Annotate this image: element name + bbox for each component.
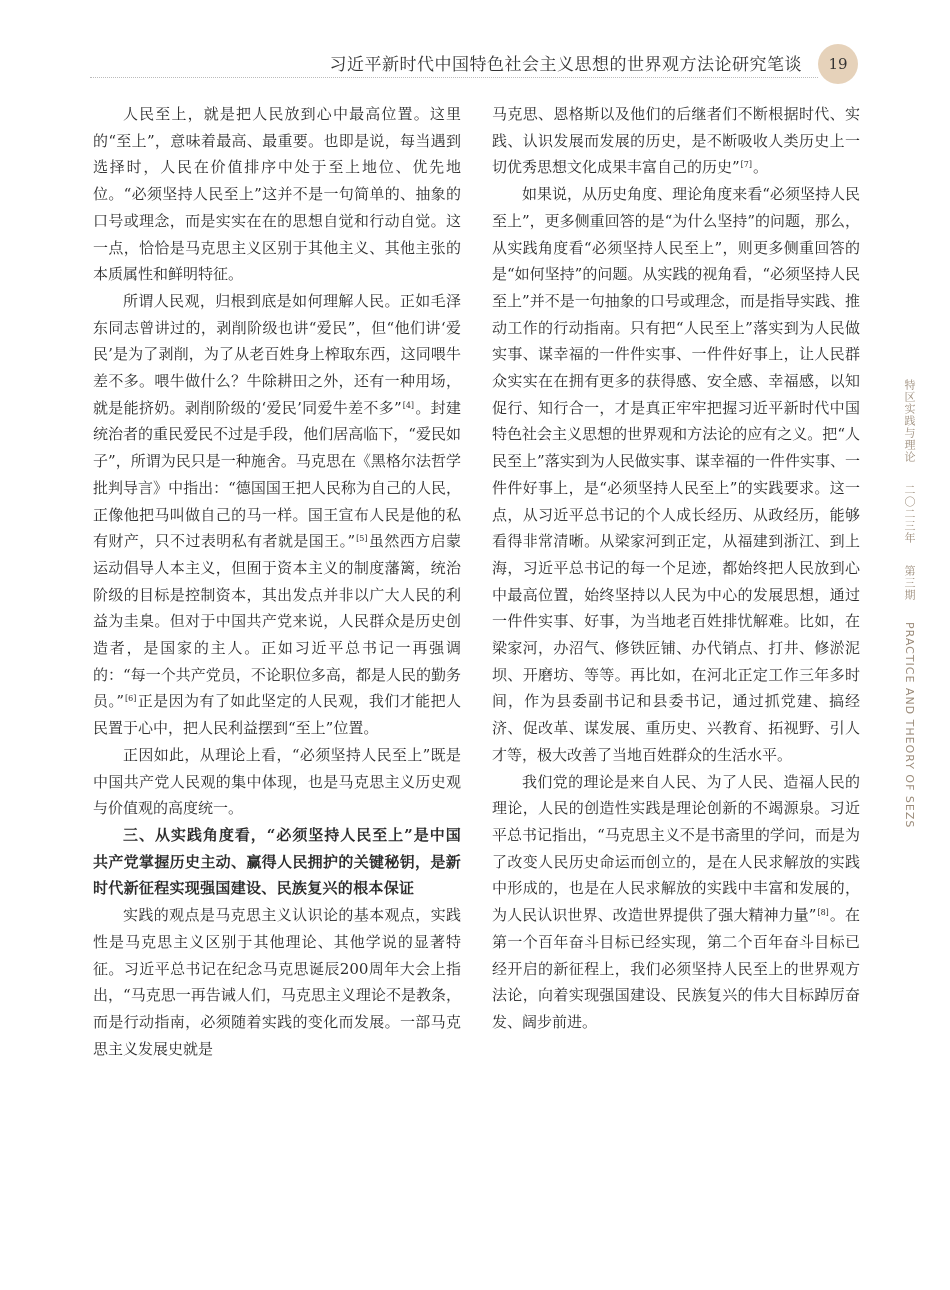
- header-divider: [90, 77, 818, 78]
- text-run: 。封建统治者的重民爱民不过是手段，他们居高临下，“爱民如子”，所谓为民只是一种施舍。马克思在《黑格尔法哲学批判导言》中指出：“德国国王把人民称为自己的人民，正像他把马叫做自己的马一样。国王宣布人民是他的私有财产，只不过表明私有者就是国王。”: [93, 398, 461, 551]
- paragraph: [93, 288, 461, 742]
- paragraph-continued: [492, 101, 860, 181]
- paragraph: 如果说，从历史角度、理论角度来看“必须坚持人民至上”，更多侧重回答的是“为什么坚持”的问题，那么，从实践角度看“必须坚持人民至上”，则更多侧重回答的是“如何坚持”的问题。从实践的视角看，“必须坚持人民至上”并不是一句抽象的口号或理念，而是指导实践、推动工作的行动指南。只有把“人民至上”落实到为人民做实事、谋幸福的一件件实事、一件件好事上，让人民群众实实在在拥有更多的获得感、安全感、幸福感，以知促行、知行合一，才是真正牢牢把握习近平新时代中国特色社会主义思想的世界观和方法论的应有之义。把“人民至上”落实到为人民做实事、谋幸福的一件件实事、一件件好事上，是“必须坚持人民至上”的实践要求。这一点，从习近平总书记的个人成长经历、从政经历，能够看得非常清晰。从梁家河到正定，从福建到浙江、到上海，习近平总书记的每一个足迹，都始终把人民放到心中最高位置，始终坚持以人民为中心的发展思想，通过一件件实事、好事，为当地老百姓排忧解难。比如，在梁家河，办沼气、修铁匠铺、办代销点、打井、修淤泥坝、开磨坊、等等。再比如，在河北正定工作三年多时间，作为县委副书记和县委书记，通过抓党建、搞经济、促改革、谋发展、重历史、兴教育、拓视野、引人才等，极大改善了当地百姓群众的生活水平。: [492, 185, 861, 764]
- right-column: [492, 101, 860, 1036]
- citation-ref[interactable]: [4]: [402, 400, 415, 410]
- citation-ref[interactable]: [8]: [817, 908, 829, 918]
- journal-name-cn: 特区实践与理论: [903, 379, 916, 463]
- journal-issue: 第三期: [903, 565, 916, 601]
- paragraph: 人民至上，就是把人民放到心中最高位置。这里的“至上”，意味着最高、最重要。也即是说，每当遇到选择时，人民在价值排序中处于至上地位、优先地位。“必须坚持人民至上”这并不是一句简单的、抽象的口号或理念，而是实实在在的思想自觉和行动自觉。这一点，恰恰是马克思主义区别于其他主义、其他主张的本质属性和鲜明特征。: [93, 105, 461, 284]
- text-run: 正是因为有了如此坚定的人民观，我们才能把人民置于心中，把人民利益摆到“至上”位置。: [93, 692, 461, 738]
- text-run: 虽然西方启蒙运动倡导人本主义，但囿于资本主义的制度藩篱，统治阶级的目标是控制资本，其出发点并非以广大人民的利益为圭臬。但对于中国共产党来说，人民群众是历史创造者，是国家的主人。正如习近平总书记一再强调的：“每一个共产党员，不论职位多高，都是人民的勤务员。”: [93, 532, 461, 711]
- text-run: 马克思、恩格斯以及他们的后继者们不断根据时代、实践、认识发展而发展的历史，是不断吸收人类历史上一切优秀思想文化成果丰富自己的历史”: [492, 105, 860, 177]
- paragraph: [492, 769, 860, 1036]
- section-heading: 三、从实践角度看，“必须坚持人民至上”是中国共产党掌握历史主动、赢得人民拥护的关键秘钥，是新时代新征程实现强国建设、民族复兴的根本保证: [93, 825, 461, 898]
- running-header-title: 习近平新时代中国特色社会主义思想的世界观方法论研究笔谈: [329, 55, 802, 75]
- page-number-badge: 19: [818, 44, 858, 84]
- paragraph: 正因如此，从理论上看，“必须坚持人民至上”既是中国共产党人民观的集中体现，也是马克思主义历史观与价值观的高度统一。: [93, 745, 461, 818]
- journal-side-label: [900, 379, 918, 828]
- citation-ref[interactable]: [7]: [740, 160, 753, 170]
- journal-year: 二〇二三年: [903, 484, 916, 544]
- left-column: [93, 101, 461, 1062]
- citation-ref[interactable]: [5]: [356, 534, 368, 544]
- paragraph: 实践的观点是马克思主义认识论的基本观点，实践性是马克思主义区别于其他理论、其他学说的显著特征。习近平总书记在纪念马克思诞辰200周年大会上指出，“马克思一再告诫人们，马克思主义理论不是教条，而是行动指南，必须随着实践的变化而发展。一部马克思主义发展史就是: [93, 906, 461, 1058]
- journal-name-en: PRACTICE AND THEORY OF SEZS: [903, 622, 916, 829]
- text-run: 。在第一个百年奋斗目标已经实现，第二个百年奋斗目标已经开启的新征程上，我们必须坚持人民至上的世界观方法论，向着实现强国建设、民族复兴的伟大目标踔厉奋发、阔步前进。: [492, 906, 860, 1031]
- text-run: 。: [753, 158, 769, 177]
- text-run: 我们党的理论是来自人民、为了人民、造福人民的理论，人民的创造性实践是理论创新的不竭源泉。习近平总书记指出，“马克思主义不是书斋里的学问，而是为了改变人民历史命运而创立的，是在人民求解放的实践中形成的，也是在人民求解放的实践中丰富和发展的，为人民认识世界、改造世界提供了强大精神力量”: [492, 772, 860, 925]
- text-run: 所谓人民观，归根到底是如何理解人民。正如毛泽东同志曾讲过的，剥削阶级也讲“爱民”，但“他们讲‘爱民’是为了剥削，为了从老百姓身上榨取东西，这同喂牛差不多。喂牛做什么？牛除耕田之外，还有一种用场，就是能挤奶。剥削阶级的‘爱民’同爱牛差不多”: [93, 291, 461, 417]
- citation-ref[interactable]: [6]: [125, 694, 137, 704]
